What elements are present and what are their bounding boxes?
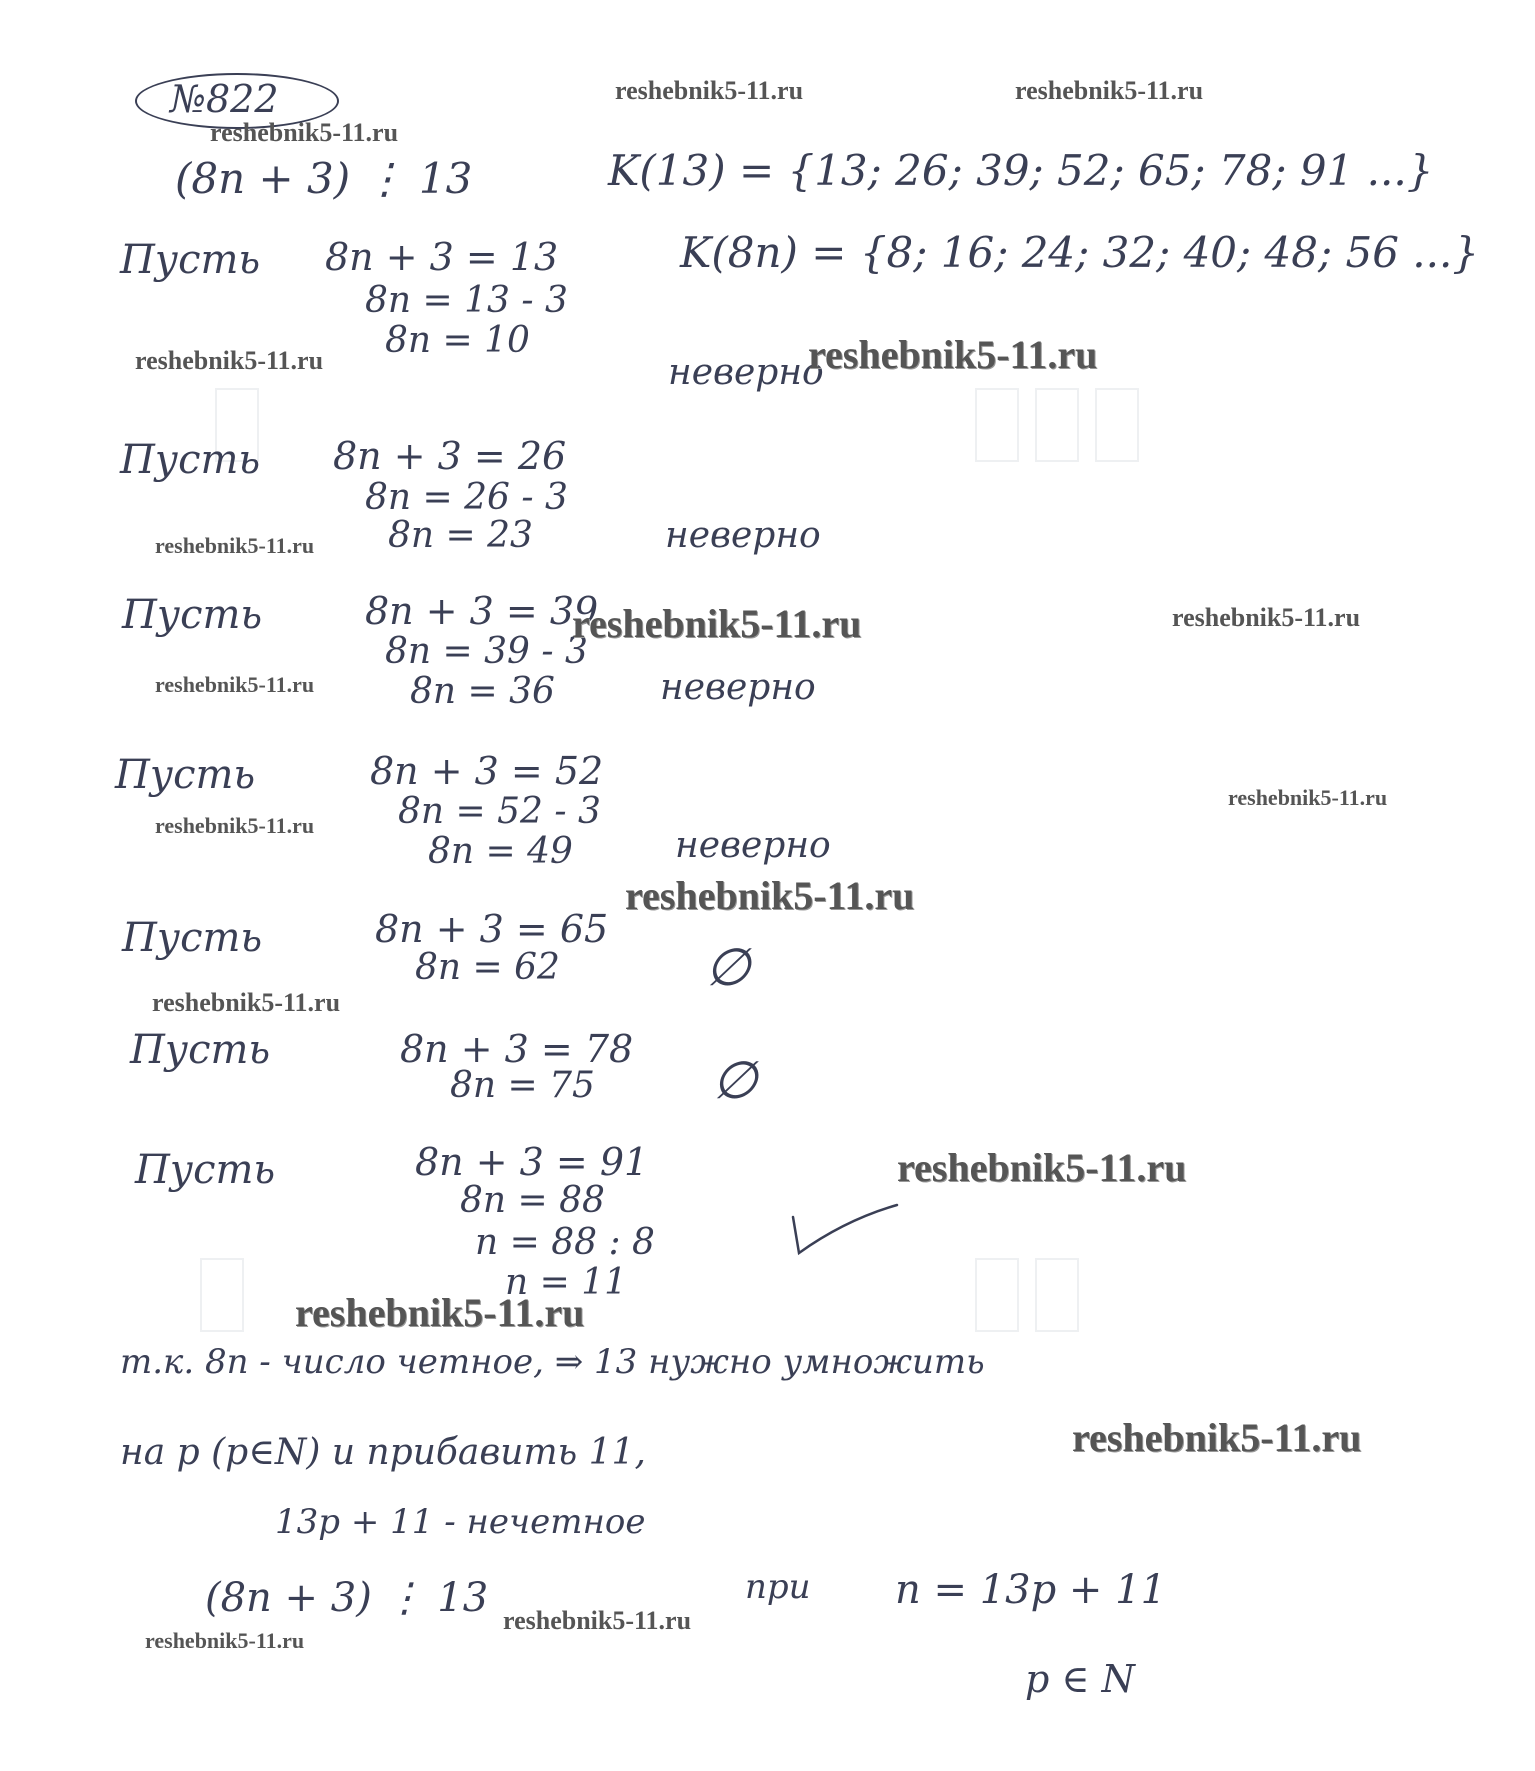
watermark: reshebnik5-11.ru <box>1072 1415 1362 1460</box>
case-label: Пусть <box>120 237 261 283</box>
case-equation: 8n + 3 = 91 <box>415 1140 649 1184</box>
case-equation: 8n = 23 <box>388 515 533 556</box>
case-equation: 8n = 49 <box>428 831 573 872</box>
case-verdict: неверно <box>665 515 821 556</box>
watermark: reshebnik5-11.ru <box>210 118 399 147</box>
case-equation: n = 11 <box>505 1262 628 1303</box>
watermark: reshebnik5-11.ru <box>503 1606 692 1635</box>
watermark: reshebnik5-11.ru <box>1172 603 1361 632</box>
watermark: reshebnik5-11.ru <box>808 332 1098 377</box>
watermark: reshebnik5-11.ru <box>155 672 315 697</box>
checkmark-icon <box>785 1195 905 1265</box>
watermark: reshebnik5-11.ru <box>615 76 804 105</box>
watermark: reshebnik5-11.ru <box>1228 785 1388 810</box>
watermark: reshebnik5-11.ru <box>135 346 324 375</box>
case-label: Пусть <box>122 592 263 638</box>
case-equation: 8n + 3 = 13 <box>325 235 559 279</box>
case-label: Пусть <box>120 437 261 483</box>
case-equation: 8n = 88 <box>460 1180 605 1221</box>
case-equation: 8n + 3 = 52 <box>370 749 604 793</box>
case-equation: 8n = 75 <box>450 1065 595 1106</box>
watermark: reshebnik5-11.ru <box>1015 76 1204 105</box>
watermark: reshebnik5-11.ru <box>145 1628 305 1653</box>
case-verdict: ∅ <box>712 1051 758 1111</box>
case-verdict: ∅ <box>705 938 751 998</box>
watermark: reshebnik5-11.ru <box>625 873 915 918</box>
watermark: reshebnik5-11.ru <box>155 533 315 558</box>
case-equation: 8n = 52 - 3 <box>398 791 601 832</box>
watermark: reshebnik5-11.ru <box>295 1290 585 1335</box>
ghost-mark <box>1095 388 1139 462</box>
case-equation: 8n + 3 = 78 <box>400 1027 634 1071</box>
case-label: Пусть <box>115 752 256 798</box>
conclusion-pri: при <box>745 1567 811 1607</box>
watermark: reshebnik5-11.ru <box>897 1145 1187 1190</box>
multiples-of-13: K(13) = {13; 26; 39; 52; 65; 78; 91 ...} <box>608 146 1434 195</box>
ghost-mark <box>1035 1258 1079 1332</box>
case-verdict: неверно <box>668 352 824 393</box>
ghost-mark <box>200 1258 244 1332</box>
ghost-mark <box>1035 388 1079 462</box>
problem-number: №822 <box>170 77 279 121</box>
conclusion-domain: p ∈ N <box>1025 1657 1135 1701</box>
case-equation: 8n = 62 <box>415 947 560 988</box>
conclusion-answer: n = 13p + 11 <box>895 1567 1167 1613</box>
watermark: reshebnik5-11.ru <box>152 988 341 1017</box>
multiples-of-8n: K(8n) = {8; 16; 24; 32; 40; 48; 56 ...} <box>680 228 1480 277</box>
case-equation: 8n = 39 - 3 <box>385 631 588 672</box>
case-equation: 8n = 26 - 3 <box>365 477 568 518</box>
case-equation: 8n + 3 = 39 <box>365 589 599 633</box>
case-equation: 8n + 3 = 26 <box>333 434 567 478</box>
case-verdict: неверно <box>675 825 831 866</box>
watermark: reshebnik5-11.ru <box>155 813 315 838</box>
case-equation: 8n = 13 - 3 <box>365 280 568 321</box>
case-equation: 8n = 36 <box>410 671 555 712</box>
ghost-mark <box>975 388 1019 462</box>
case-label: Пусть <box>122 915 263 961</box>
case-label: Пусть <box>130 1027 271 1073</box>
conclusion-line1: т.к. 8n - число четное, ⇒ 13 нужно умножить <box>120 1342 985 1382</box>
case-verdict: неверно <box>660 667 816 708</box>
conclusion-condition: (8n + 3) ⋮ 13 <box>205 1575 489 1621</box>
case-label: Пусть <box>135 1147 276 1193</box>
case-equation: n = 88 : 8 <box>475 1222 655 1263</box>
watermark: reshebnik5-11.ru <box>572 601 862 646</box>
case-equation: 8n = 10 <box>385 320 530 361</box>
conclusion-line2: на p (p∈N) и прибавить 11, <box>120 1432 646 1473</box>
ghost-mark <box>975 1258 1019 1332</box>
conclusion-line3: 13p + 11 - нечетное <box>275 1502 646 1542</box>
case-equation: 8n + 3 = 65 <box>375 907 609 951</box>
condition: (8n + 3) ⋮ 13 <box>175 154 473 203</box>
